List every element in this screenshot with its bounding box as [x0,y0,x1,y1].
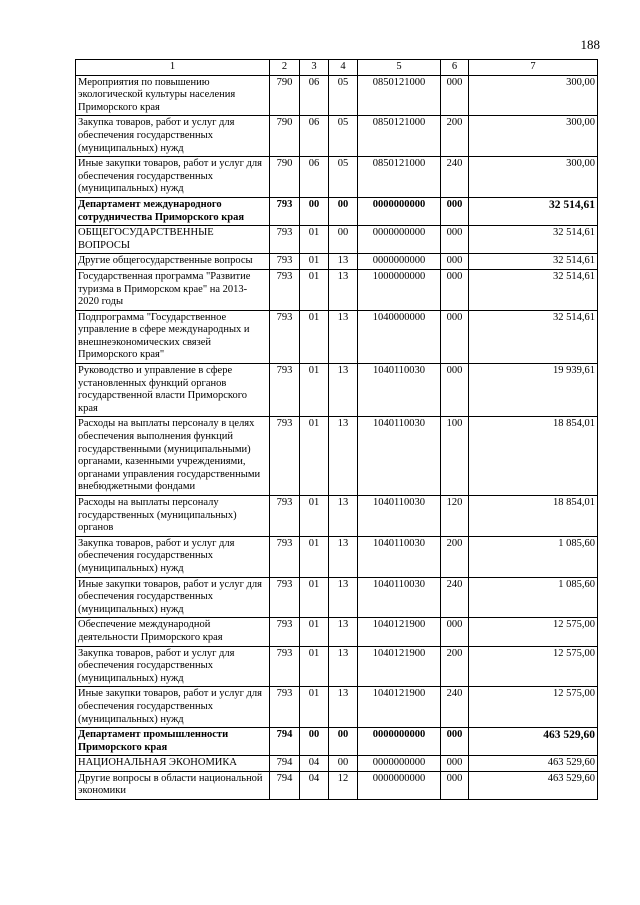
row-name-cell: Иные закупки товаров, работ и услуг для обеспечения государственных (муниципальных) нужд [76,687,270,728]
row-section-cell: 01 [300,687,329,728]
row-section-cell: 01 [300,536,329,577]
row-target-code-cell: 1040000000 [358,310,441,363]
row-target-code-cell: 1040121900 [358,646,441,687]
row-amount-cell: 32 514,61 [469,254,598,270]
row-admin-code-cell: 793 [270,197,300,225]
row-subsection-cell: 00 [329,728,358,756]
row-subsection-cell: 05 [329,116,358,157]
row-subsection-cell: 00 [329,756,358,772]
row-target-code-cell: 0850121000 [358,75,441,116]
row-admin-code-cell: 794 [270,728,300,756]
table-row [76,756,598,772]
row-name-cell: Департамент промышленности Приморского края [76,728,270,756]
row-section-cell: 00 [300,197,329,225]
row-admin-code-cell: 793 [270,687,300,728]
row-amount-cell: 463 529,60 [469,756,598,772]
row-name-cell: Закупка товаров, работ и услуг для обеспечения государственных (муниципальных) нужд [76,536,270,577]
row-expense-type-cell: 200 [441,646,469,687]
row-amount-cell: 12 575,00 [469,618,598,646]
header-cell: 3 [300,60,329,76]
table-row [76,226,598,254]
row-admin-code-cell: 793 [270,226,300,254]
row-subsection-cell: 13 [329,496,358,537]
row-amount-cell: 300,00 [469,116,598,157]
row-expense-type-cell: 000 [441,269,469,310]
row-section-cell: 00 [300,728,329,756]
row-amount-cell: 300,00 [469,75,598,116]
row-subsection-cell: 00 [329,226,358,254]
row-name-cell: Расходы на выплаты персоналу в целях обеспечения выполнения функций государственными (муниципальными) органами, казенными учреждениями, органами управления государственными внебюджетными фондами [76,417,270,496]
row-name-cell: ОБЩЕГОСУДАРСТВЕННЫЕ ВОПРОСЫ [76,226,270,254]
row-expense-type-cell: 000 [441,728,469,756]
table-row [76,417,598,496]
row-amount-cell: 18 854,01 [469,496,598,537]
row-admin-code-cell: 793 [270,364,300,417]
row-target-code-cell: 1040110030 [358,496,441,537]
row-target-code-cell: 0000000000 [358,771,441,799]
row-expense-type-cell: 240 [441,577,469,618]
row-amount-cell: 463 529,60 [469,771,598,799]
row-target-code-cell: 1040110030 [358,536,441,577]
row-section-cell: 01 [300,646,329,687]
row-admin-code-cell: 793 [270,577,300,618]
row-section-cell: 01 [300,310,329,363]
row-section-cell: 04 [300,756,329,772]
row-subsection-cell: 13 [329,577,358,618]
header-cell: 6 [441,60,469,76]
row-target-code-cell: 0000000000 [358,254,441,270]
row-section-cell: 01 [300,254,329,270]
row-name-cell: Другие вопросы в области национальной экономики [76,771,270,799]
row-expense-type-cell: 200 [441,116,469,157]
table-row [76,269,598,310]
row-amount-cell: 12 575,00 [469,687,598,728]
row-target-code-cell: 1000000000 [358,269,441,310]
row-expense-type-cell: 000 [441,226,469,254]
row-expense-type-cell: 200 [441,536,469,577]
table-row [76,536,598,577]
row-name-cell: Государственная программа "Развитие туризма в Приморском крае" на 2013-2020 годы [76,269,270,310]
row-amount-cell: 12 575,00 [469,646,598,687]
row-admin-code-cell: 794 [270,771,300,799]
row-name-cell: НАЦИОНАЛЬНАЯ ЭКОНОМИКА [76,756,270,772]
header-cell: 4 [329,60,358,76]
row-admin-code-cell: 790 [270,157,300,198]
table-row [76,364,598,417]
table-row [76,116,598,157]
row-amount-cell: 32 514,61 [469,226,598,254]
row-section-cell: 01 [300,417,329,496]
row-admin-code-cell: 793 [270,646,300,687]
table-row [76,618,598,646]
row-section-cell: 01 [300,269,329,310]
row-admin-code-cell: 793 [270,269,300,310]
table-row [76,687,598,728]
row-amount-cell: 32 514,61 [469,310,598,363]
row-admin-code-cell: 793 [270,310,300,363]
table-row [76,157,598,198]
row-subsection-cell: 13 [329,364,358,417]
row-expense-type-cell: 000 [441,618,469,646]
row-expense-type-cell: 000 [441,254,469,270]
row-target-code-cell: 0000000000 [358,197,441,225]
row-name-cell: Мероприятия по повышению экологической культуры населения Приморского края [76,75,270,116]
row-name-cell: Другие общегосударственные вопросы [76,254,270,270]
row-subsection-cell: 13 [329,310,358,363]
row-admin-code-cell: 790 [270,75,300,116]
row-subsection-cell: 13 [329,687,358,728]
row-admin-code-cell: 794 [270,756,300,772]
row-target-code-cell: 1040121900 [358,687,441,728]
row-amount-cell: 32 514,61 [469,269,598,310]
row-subsection-cell: 13 [329,269,358,310]
row-target-code-cell: 0000000000 [358,728,441,756]
row-subsection-cell: 05 [329,75,358,116]
row-name-cell: Расходы на выплаты персоналу государственных (муниципальных) органов [76,496,270,537]
row-amount-cell: 32 514,61 [469,197,598,225]
row-name-cell: Руководство и управление в сфере установленных функций органов государственной власти Приморского края [76,364,270,417]
row-admin-code-cell: 793 [270,417,300,496]
row-section-cell: 01 [300,618,329,646]
table-row [76,577,598,618]
row-expense-type-cell: 120 [441,496,469,537]
row-expense-type-cell: 000 [441,310,469,363]
row-section-cell: 06 [300,157,329,198]
row-expense-type-cell: 000 [441,75,469,116]
budget-table [75,59,598,800]
table-row [76,728,598,756]
table-row [76,75,598,116]
row-target-code-cell: 0850121000 [358,157,441,198]
row-subsection-cell: 00 [329,197,358,225]
row-target-code-cell: 0000000000 [358,226,441,254]
row-amount-cell: 18 854,01 [469,417,598,496]
row-expense-type-cell: 000 [441,197,469,225]
row-expense-type-cell: 240 [441,157,469,198]
row-admin-code-cell: 790 [270,116,300,157]
row-subsection-cell: 13 [329,646,358,687]
row-amount-cell: 1 085,60 [469,577,598,618]
row-name-cell: Подпрограмма "Государственное управление в сфере международных и внешнеэкономических связей Приморского края" [76,310,270,363]
row-name-cell: Иные закупки товаров, работ и услуг для обеспечения государственных (муниципальных) нужд [76,577,270,618]
row-section-cell: 01 [300,577,329,618]
row-admin-code-cell: 793 [270,536,300,577]
row-subsection-cell: 13 [329,536,358,577]
row-subsection-cell: 13 [329,254,358,270]
row-name-cell: Закупка товаров, работ и услуг для обеспечения государственных (муниципальных) нужд [76,646,270,687]
table-row [76,197,598,225]
row-section-cell: 06 [300,116,329,157]
row-expense-type-cell: 000 [441,756,469,772]
row-name-cell: Департамент международного сотрудничества Приморского края [76,197,270,225]
row-name-cell: Обеспечение международной деятельности Приморского края [76,618,270,646]
row-section-cell: 01 [300,364,329,417]
table-header-row [76,60,598,76]
row-section-cell: 06 [300,75,329,116]
row-subsection-cell: 12 [329,771,358,799]
row-name-cell: Иные закупки товаров, работ и услуг для обеспечения государственных (муниципальных) нужд [76,157,270,198]
row-admin-code-cell: 793 [270,618,300,646]
header-cell: 1 [76,60,270,76]
row-subsection-cell: 05 [329,157,358,198]
row-expense-type-cell: 000 [441,364,469,417]
row-subsection-cell: 13 [329,618,358,646]
row-target-code-cell: 0850121000 [358,116,441,157]
row-expense-type-cell: 240 [441,687,469,728]
row-section-cell: 01 [300,226,329,254]
row-name-cell: Закупка товаров, работ и услуг для обеспечения государственных (муниципальных) нужд [76,116,270,157]
table-row [76,646,598,687]
row-expense-type-cell: 000 [441,771,469,799]
table-row [76,310,598,363]
row-target-code-cell: 1040110030 [358,577,441,618]
row-admin-code-cell: 793 [270,254,300,270]
row-target-code-cell: 1040121900 [358,618,441,646]
row-expense-type-cell: 100 [441,417,469,496]
row-admin-code-cell: 793 [270,496,300,537]
header-cell: 5 [358,60,441,76]
table-row [76,496,598,537]
header-cell: 2 [270,60,300,76]
row-subsection-cell: 13 [329,417,358,496]
row-amount-cell: 463 529,60 [469,728,598,756]
row-target-code-cell: 0000000000 [358,756,441,772]
row-target-code-cell: 1040110030 [358,417,441,496]
row-section-cell: 01 [300,496,329,537]
table-row [76,254,598,270]
row-amount-cell: 1 085,60 [469,536,598,577]
row-amount-cell: 300,00 [469,157,598,198]
header-cell: 7 [469,60,598,76]
row-amount-cell: 19 939,61 [469,364,598,417]
table-row [76,771,598,799]
table-body [76,75,598,799]
row-section-cell: 04 [300,771,329,799]
page-number: 188 [580,37,600,52]
row-target-code-cell: 1040110030 [358,364,441,417]
